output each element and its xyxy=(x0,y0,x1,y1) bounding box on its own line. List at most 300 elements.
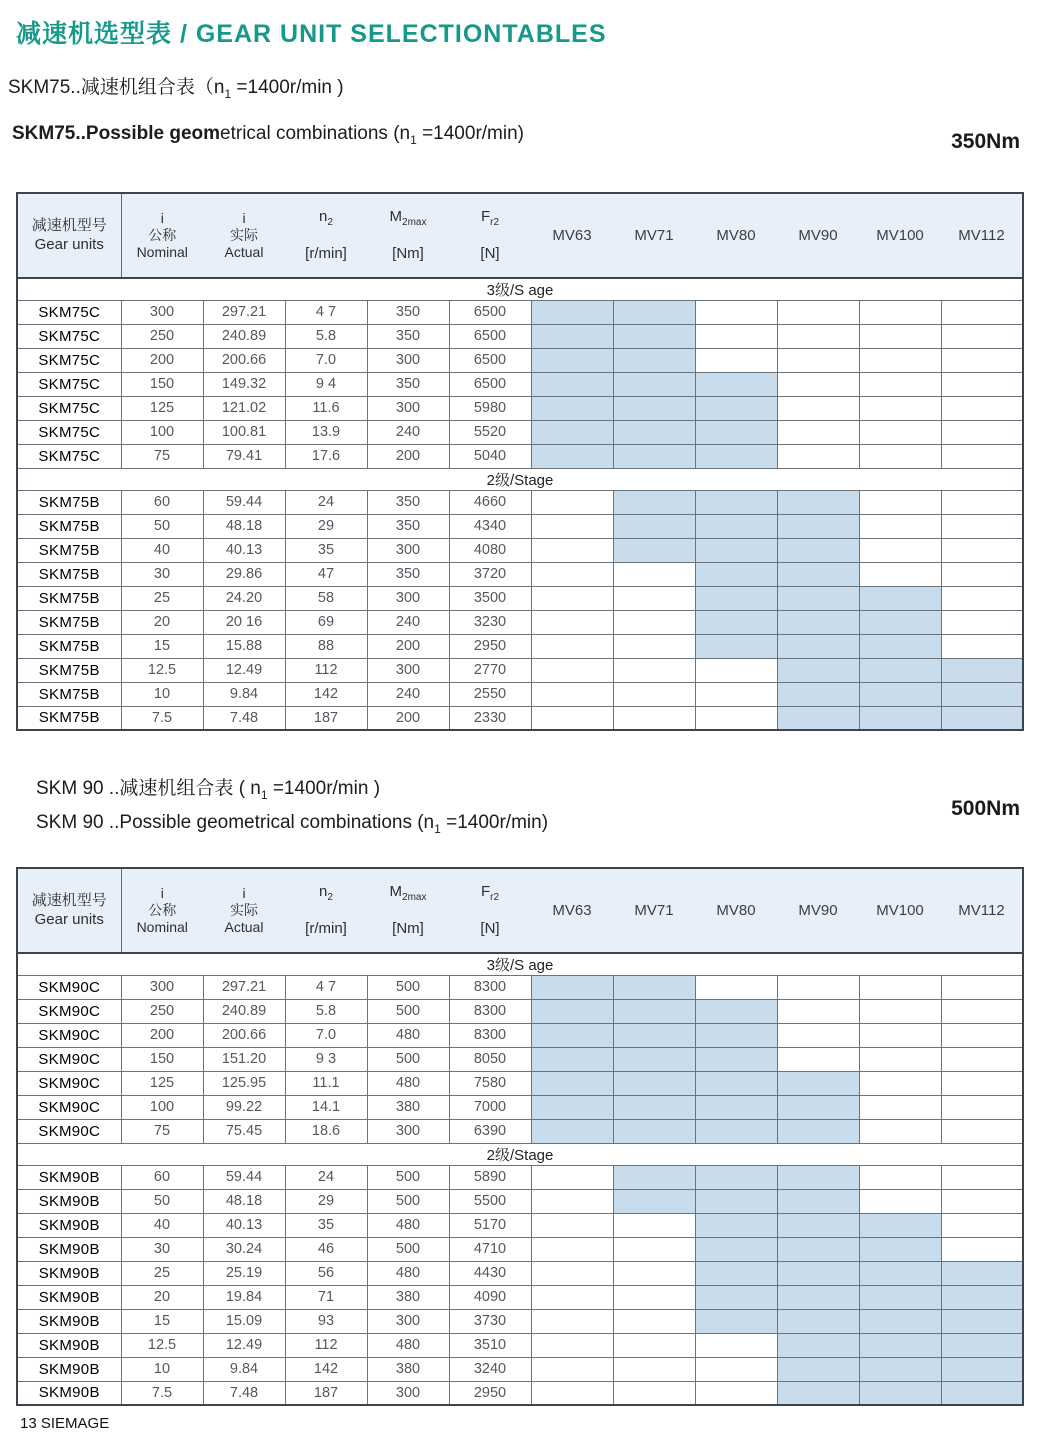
m2max-cell: 480 xyxy=(367,1213,449,1237)
mv-availability-cell-mv80 xyxy=(695,999,777,1023)
table-row xyxy=(17,1261,1023,1285)
n2-cell: 29 xyxy=(285,514,367,538)
i-nominal-cell: 60 xyxy=(121,490,203,514)
mv-availability-cell-mv112 xyxy=(941,999,1023,1023)
i-actual-cell: 48.18 xyxy=(203,1189,285,1213)
mv-availability-cell-mv71 xyxy=(613,1213,695,1237)
mv-availability-cell-mv80 xyxy=(695,538,777,562)
mv-availability-cell-mv112 xyxy=(941,1333,1023,1357)
fr2-cell: 3730 xyxy=(449,1309,531,1333)
stage-label-row xyxy=(17,1143,1023,1165)
mv-availability-cell-mv100 xyxy=(859,372,941,396)
mv-availability-cell-mv63 xyxy=(531,1309,613,1333)
mv-availability-cell-mv71 xyxy=(613,1095,695,1119)
mv-availability-cell-mv80 xyxy=(695,1119,777,1143)
mv-availability-cell-mv80 xyxy=(695,1261,777,1285)
mv-availability-cell-mv63 xyxy=(531,1189,613,1213)
mv-availability-cell-mv100 xyxy=(859,1213,941,1237)
gear-model-cell: SKM75C xyxy=(17,420,121,444)
mv-availability-cell-mv71 xyxy=(613,348,695,372)
mv-availability-cell-mv90 xyxy=(777,420,859,444)
table-row xyxy=(17,1095,1023,1119)
n2-cell: 17.6 xyxy=(285,444,367,468)
header-mv112: MV112 xyxy=(941,193,1023,278)
mv-availability-cell-mv63 xyxy=(531,324,613,348)
gear-model-cell: SKM90C xyxy=(17,1023,121,1047)
mv-availability-cell-mv112 xyxy=(941,586,1023,610)
gear-model-cell: SKM90C xyxy=(17,1071,121,1095)
mv-availability-cell-mv63 xyxy=(531,658,613,682)
i-actual-cell: 240.89 xyxy=(203,324,285,348)
mv-availability-cell-mv112 xyxy=(941,1357,1023,1381)
mv-availability-cell-mv100 xyxy=(859,1333,941,1357)
mv-availability-cell-mv63 xyxy=(531,444,613,468)
table-row xyxy=(17,706,1023,730)
table-row xyxy=(17,1165,1023,1189)
mv-availability-cell-mv63 xyxy=(531,538,613,562)
mv-availability-cell-mv90 xyxy=(777,1165,859,1189)
mv-availability-cell-mv112 xyxy=(941,1071,1023,1095)
fr2-cell: 2550 xyxy=(449,682,531,706)
fr2-cell: 7580 xyxy=(449,1071,531,1095)
fr2-cell: 4710 xyxy=(449,1237,531,1261)
mv-availability-cell-mv71 xyxy=(613,1285,695,1309)
mv-availability-cell-mv80 xyxy=(695,1071,777,1095)
gear-model-cell: SKM75B xyxy=(17,610,121,634)
mv-availability-cell-mv112 xyxy=(941,1023,1023,1047)
mv-availability-cell-mv80 xyxy=(695,634,777,658)
header-i-actual: i 实际 Actual xyxy=(203,193,285,278)
mv-availability-cell-mv112 xyxy=(941,372,1023,396)
fr2-cell: 6500 xyxy=(449,372,531,396)
mv-availability-cell-mv80 xyxy=(695,396,777,420)
fr2-cell: 2950 xyxy=(449,1381,531,1405)
mv-availability-cell-mv71 xyxy=(613,1237,695,1261)
n2-cell: 18.6 xyxy=(285,1119,367,1143)
mv-availability-cell-mv90 xyxy=(777,1309,859,1333)
i-actual-cell: 240.89 xyxy=(203,999,285,1023)
mv-availability-cell-mv90 xyxy=(777,324,859,348)
mv-availability-cell-mv80 xyxy=(695,300,777,324)
mv-availability-cell-mv71 xyxy=(613,1261,695,1285)
m2max-cell: 380 xyxy=(367,1095,449,1119)
mv-availability-cell-mv112 xyxy=(941,1165,1023,1189)
mv-availability-cell-mv112 xyxy=(941,1047,1023,1071)
gear-model-cell: SKM90B xyxy=(17,1309,121,1333)
i-actual-cell: 9.84 xyxy=(203,1357,285,1381)
i-nominal-cell: 7.5 xyxy=(121,706,203,730)
mv-availability-cell-mv100 xyxy=(859,706,941,730)
gear-model-cell: SKM90B xyxy=(17,1381,121,1405)
mv-availability-cell-mv112 xyxy=(941,514,1023,538)
mv-availability-cell-mv71 xyxy=(613,1047,695,1071)
header-mv90: MV90 xyxy=(777,868,859,953)
m2max-cell: 200 xyxy=(367,706,449,730)
mv-availability-cell-mv100 xyxy=(859,658,941,682)
table-row xyxy=(17,538,1023,562)
n2-cell: 93 xyxy=(285,1309,367,1333)
mv-availability-cell-mv112 xyxy=(941,610,1023,634)
m2max-cell: 500 xyxy=(367,1047,449,1071)
mv-availability-cell-mv63 xyxy=(531,1119,613,1143)
mv-availability-cell-mv63 xyxy=(531,348,613,372)
mv-availability-cell-mv112 xyxy=(941,975,1023,999)
i-actual-cell: 121.02 xyxy=(203,396,285,420)
gear-model-cell: SKM75C xyxy=(17,324,121,348)
i-actual-cell: 7.48 xyxy=(203,706,285,730)
mv-availability-cell-mv100 xyxy=(859,490,941,514)
mv-availability-cell-mv112 xyxy=(941,1095,1023,1119)
mv-availability-cell-mv71 xyxy=(613,682,695,706)
table-row xyxy=(17,1357,1023,1381)
mv-availability-cell-mv71 xyxy=(613,1381,695,1405)
mv-availability-cell-mv112 xyxy=(941,1119,1023,1143)
mv-availability-cell-mv80 xyxy=(695,1095,777,1119)
fr2-cell: 8050 xyxy=(449,1047,531,1071)
mv-availability-cell-mv71 xyxy=(613,975,695,999)
i-nominal-cell: 7.5 xyxy=(121,1381,203,1405)
mv-availability-cell-mv80 xyxy=(695,1381,777,1405)
n2-cell: 9 3 xyxy=(285,1047,367,1071)
table-row xyxy=(17,1237,1023,1261)
i-actual-cell: 297.21 xyxy=(203,975,285,999)
mv-availability-cell-mv90 xyxy=(777,658,859,682)
gear-selection-table-skm90 xyxy=(16,867,1024,1407)
mv-availability-cell-mv90 xyxy=(777,1071,859,1095)
gear-model-cell: SKM90C xyxy=(17,1119,121,1143)
mv-availability-cell-mv80 xyxy=(695,1309,777,1333)
i-nominal-cell: 12.5 xyxy=(121,1333,203,1357)
mv-availability-cell-mv80 xyxy=(695,562,777,586)
stage-label: 3级/S age xyxy=(17,278,1023,301)
gear-model-cell: SKM75B xyxy=(17,490,121,514)
header-fr2: $F_{r2}$ [N] xyxy=(449,193,531,278)
fr2-cell: 5890 xyxy=(449,1165,531,1189)
table-row xyxy=(17,372,1023,396)
mv-availability-cell-mv90 xyxy=(777,634,859,658)
i-actual-cell: 200.66 xyxy=(203,1023,285,1047)
mv-availability-cell-mv63 xyxy=(531,490,613,514)
mv-availability-cell-mv90 xyxy=(777,999,859,1023)
mv-availability-cell-mv100 xyxy=(859,1165,941,1189)
mv-availability-cell-mv90 xyxy=(777,1095,859,1119)
n2-cell: 14.1 xyxy=(285,1095,367,1119)
table-row xyxy=(17,975,1023,999)
mv-availability-cell-mv71 xyxy=(613,538,695,562)
mv-availability-cell-mv80 xyxy=(695,1189,777,1213)
mv-availability-cell-mv80 xyxy=(695,586,777,610)
table-row xyxy=(17,1023,1023,1047)
mv-availability-cell-mv100 xyxy=(859,1189,941,1213)
mv-availability-cell-mv100 xyxy=(859,1357,941,1381)
fr2-cell: 8300 xyxy=(449,1023,531,1047)
n2-cell: 35 xyxy=(285,538,367,562)
mv-availability-cell-mv112 xyxy=(941,682,1023,706)
i-actual-cell: 29.86 xyxy=(203,562,285,586)
table-row xyxy=(17,682,1023,706)
m2max-cell: 380 xyxy=(367,1285,449,1309)
mv-availability-cell-mv100 xyxy=(859,975,941,999)
i-actual-cell: 30.24 xyxy=(203,1237,285,1261)
mv-availability-cell-mv90 xyxy=(777,396,859,420)
mv-availability-cell-mv63 xyxy=(531,1357,613,1381)
gear-model-cell: SKM90B xyxy=(17,1285,121,1309)
table-row xyxy=(17,490,1023,514)
mv-availability-cell-mv63 xyxy=(531,372,613,396)
fr2-cell: 4080 xyxy=(449,538,531,562)
gear-model-cell: SKM90C xyxy=(17,1095,121,1119)
n2-cell: 187 xyxy=(285,1381,367,1405)
stage-label-row xyxy=(17,953,1023,976)
stage-label: 2级/Stage xyxy=(17,468,1023,490)
mv-availability-cell-mv90 xyxy=(777,300,859,324)
stage-label-row xyxy=(17,468,1023,490)
table-row xyxy=(17,634,1023,658)
table-row xyxy=(17,1213,1023,1237)
mv-availability-cell-mv112 xyxy=(941,324,1023,348)
m2max-cell: 350 xyxy=(367,300,449,324)
mv-availability-cell-mv112 xyxy=(941,1213,1023,1237)
torque-rating-badge: 350Nm xyxy=(951,129,1020,153)
mv-availability-cell-mv112 xyxy=(941,706,1023,730)
section-subtitle-zh: SKM 90 ..减速机组合表 ( $n_1 =1400r/\min$ ) xyxy=(36,778,381,802)
m2max-cell: 200 xyxy=(367,444,449,468)
mv-availability-cell-mv100 xyxy=(859,444,941,468)
mv-availability-cell-mv80 xyxy=(695,682,777,706)
mv-availability-cell-mv63 xyxy=(531,396,613,420)
mv-availability-cell-mv63 xyxy=(531,420,613,444)
mv-availability-cell-mv63 xyxy=(531,1095,613,1119)
i-actual-cell: 19.84 xyxy=(203,1285,285,1309)
i-nominal-cell: 125 xyxy=(121,1071,203,1095)
table-row xyxy=(17,300,1023,324)
mv-availability-cell-mv90 xyxy=(777,1237,859,1261)
header-fr2: $F_{r2}$ [N] xyxy=(449,868,531,953)
mv-availability-cell-mv71 xyxy=(613,490,695,514)
mv-availability-cell-mv100 xyxy=(859,514,941,538)
i-nominal-cell: 100 xyxy=(121,420,203,444)
mv-availability-cell-mv71 xyxy=(613,1165,695,1189)
n2-cell: 58 xyxy=(285,586,367,610)
mv-availability-cell-mv63 xyxy=(531,1333,613,1357)
mv-availability-cell-mv100 xyxy=(859,1071,941,1095)
table-header-row xyxy=(17,868,1023,953)
header-mv80: MV80 xyxy=(695,868,777,953)
table-row xyxy=(17,658,1023,682)
mv-availability-cell-mv100 xyxy=(859,610,941,634)
i-nominal-cell: 25 xyxy=(121,1261,203,1285)
table-row xyxy=(17,562,1023,586)
mv-availability-cell-mv90 xyxy=(777,1189,859,1213)
i-nominal-cell: 15 xyxy=(121,634,203,658)
i-actual-cell: 12.49 xyxy=(203,658,285,682)
header-m2max: $M_{2max}$ [Nm] xyxy=(367,193,449,278)
mv-availability-cell-mv90 xyxy=(777,1285,859,1309)
fr2-cell: 6500 xyxy=(449,300,531,324)
mv-availability-cell-mv100 xyxy=(859,682,941,706)
gear-model-cell: SKM75C xyxy=(17,372,121,396)
mv-availability-cell-mv90 xyxy=(777,1213,859,1237)
fr2-cell: 3510 xyxy=(449,1333,531,1357)
i-nominal-cell: 25 xyxy=(121,586,203,610)
mv-availability-cell-mv80 xyxy=(695,444,777,468)
table-row xyxy=(17,514,1023,538)
mv-availability-cell-mv100 xyxy=(859,562,941,586)
mv-availability-cell-mv71 xyxy=(613,1071,695,1095)
m2max-cell: 500 xyxy=(367,975,449,999)
mv-availability-cell-mv80 xyxy=(695,372,777,396)
section-subtitle-en: SKM 90 ..Possible geometrical combinations $(n_1 =1400r/\min)$ xyxy=(36,811,549,836)
mv-availability-cell-mv112 xyxy=(941,396,1023,420)
mv-availability-cell-mv63 xyxy=(531,1285,613,1309)
i-actual-cell: 149.32 xyxy=(203,372,285,396)
m2max-cell: 480 xyxy=(367,1261,449,1285)
table-row xyxy=(17,1285,1023,1309)
mv-availability-cell-mv80 xyxy=(695,490,777,514)
table-row xyxy=(17,999,1023,1023)
header-mv100: MV100 xyxy=(859,193,941,278)
i-nominal-cell: 300 xyxy=(121,975,203,999)
stage-label: 3级/S age xyxy=(17,953,1023,976)
mv-availability-cell-mv100 xyxy=(859,538,941,562)
mv-availability-cell-mv63 xyxy=(531,1237,613,1261)
fr2-cell: 3500 xyxy=(449,586,531,610)
i-nominal-cell: 30 xyxy=(121,562,203,586)
section-subtitle-en: SKM75..Possible geometrical combinations $(n_1 =1400r/\min)$ xyxy=(12,122,524,147)
mv-availability-cell-mv112 xyxy=(941,634,1023,658)
mv-availability-cell-mv100 xyxy=(859,348,941,372)
mv-availability-cell-mv63 xyxy=(531,706,613,730)
i-actual-cell: 7.48 xyxy=(203,1381,285,1405)
m2max-cell: 200 xyxy=(367,634,449,658)
table-row xyxy=(17,1381,1023,1405)
i-nominal-cell: 125 xyxy=(121,396,203,420)
header-mv63: MV63 xyxy=(531,868,613,953)
section-heading-skm75 xyxy=(0,74,1044,154)
mv-availability-cell-mv80 xyxy=(695,1213,777,1237)
n2-cell: 13.9 xyxy=(285,420,367,444)
mv-availability-cell-mv63 xyxy=(531,562,613,586)
table-row xyxy=(17,1333,1023,1357)
m2max-cell: 500 xyxy=(367,1237,449,1261)
section-heading-skm90 xyxy=(0,775,1044,843)
mv-availability-cell-mv90 xyxy=(777,372,859,396)
mv-availability-cell-mv71 xyxy=(613,706,695,730)
fr2-cell: 6500 xyxy=(449,348,531,372)
m2max-cell: 350 xyxy=(367,490,449,514)
i-nominal-cell: 50 xyxy=(121,1189,203,1213)
gear-model-cell: SKM90B xyxy=(17,1357,121,1381)
gear-model-cell: SKM75B xyxy=(17,538,121,562)
mv-availability-cell-mv100 xyxy=(859,324,941,348)
table-row xyxy=(17,586,1023,610)
mv-availability-cell-mv100 xyxy=(859,1285,941,1309)
gear-model-cell: SKM90C xyxy=(17,999,121,1023)
i-actual-cell: 24.20 xyxy=(203,586,285,610)
i-nominal-cell: 20 xyxy=(121,1285,203,1309)
n2-cell: 24 xyxy=(285,490,367,514)
mv-availability-cell-mv71 xyxy=(613,1119,695,1143)
mv-availability-cell-mv90 xyxy=(777,682,859,706)
i-actual-cell: 99.22 xyxy=(203,1095,285,1119)
table-row xyxy=(17,610,1023,634)
i-actual-cell: 297.21 xyxy=(203,300,285,324)
mv-availability-cell-mv80 xyxy=(695,1333,777,1357)
fr2-cell: 4430 xyxy=(449,1261,531,1285)
i-nominal-cell: 75 xyxy=(121,444,203,468)
header-mv71: MV71 xyxy=(613,868,695,953)
mv-availability-cell-mv90 xyxy=(777,514,859,538)
mv-availability-cell-mv63 xyxy=(531,634,613,658)
i-nominal-cell: 20 xyxy=(121,610,203,634)
mv-availability-cell-mv71 xyxy=(613,1189,695,1213)
m2max-cell: 300 xyxy=(367,538,449,562)
fr2-cell: 3240 xyxy=(449,1357,531,1381)
fr2-cell: 7000 xyxy=(449,1095,531,1119)
i-nominal-cell: 200 xyxy=(121,348,203,372)
n2-cell: 56 xyxy=(285,1261,367,1285)
i-nominal-cell: 40 xyxy=(121,1213,203,1237)
n2-cell: 112 xyxy=(285,1333,367,1357)
i-nominal-cell: 250 xyxy=(121,324,203,348)
m2max-cell: 350 xyxy=(367,514,449,538)
page-footer: 13 SIEMAGE xyxy=(20,1415,110,1432)
header-gear-units: 减速机型号 Gear units xyxy=(17,193,121,278)
gear-model-cell: SKM75B xyxy=(17,634,121,658)
mv-availability-cell-mv63 xyxy=(531,610,613,634)
i-actual-cell: 59.44 xyxy=(203,490,285,514)
gear-model-cell: SKM90B xyxy=(17,1333,121,1357)
mv-availability-cell-mv80 xyxy=(695,324,777,348)
mv-availability-cell-mv112 xyxy=(941,1189,1023,1213)
mv-availability-cell-mv90 xyxy=(777,348,859,372)
i-actual-cell: 59.44 xyxy=(203,1165,285,1189)
gear-model-cell: SKM75B xyxy=(17,514,121,538)
i-actual-cell: 25.19 xyxy=(203,1261,285,1285)
n2-cell: 4 7 xyxy=(285,975,367,999)
gear-model-cell: SKM75C xyxy=(17,396,121,420)
mv-availability-cell-mv112 xyxy=(941,658,1023,682)
mv-availability-cell-mv90 xyxy=(777,1333,859,1357)
m2max-cell: 240 xyxy=(367,610,449,634)
i-nominal-cell: 75 xyxy=(121,1119,203,1143)
i-actual-cell: 125.95 xyxy=(203,1071,285,1095)
mv-availability-cell-mv71 xyxy=(613,324,695,348)
m2max-cell: 240 xyxy=(367,682,449,706)
i-actual-cell: 40.13 xyxy=(203,1213,285,1237)
i-actual-cell: 75.45 xyxy=(203,1119,285,1143)
n2-cell: 24 xyxy=(285,1165,367,1189)
mv-availability-cell-mv63 xyxy=(531,1381,613,1405)
m2max-cell: 480 xyxy=(367,1333,449,1357)
mv-availability-cell-mv63 xyxy=(531,999,613,1023)
mv-availability-cell-mv71 xyxy=(613,1333,695,1357)
section-subtitle-zh: SKM75..减速机组合表（$n_1 =1400r/\min$ ) xyxy=(8,77,344,101)
m2max-cell: 500 xyxy=(367,999,449,1023)
header-mv90: MV90 xyxy=(777,193,859,278)
table-row xyxy=(17,1119,1023,1143)
gear-model-cell: SKM75B xyxy=(17,562,121,586)
mv-availability-cell-mv100 xyxy=(859,1381,941,1405)
mv-availability-cell-mv100 xyxy=(859,634,941,658)
mv-availability-cell-mv90 xyxy=(777,444,859,468)
mv-availability-cell-mv100 xyxy=(859,1309,941,1333)
table-header-row xyxy=(17,193,1023,278)
fr2-cell: 4340 xyxy=(449,514,531,538)
mv-availability-cell-mv112 xyxy=(941,420,1023,444)
mv-availability-cell-mv63 xyxy=(531,1165,613,1189)
mv-availability-cell-mv71 xyxy=(613,514,695,538)
